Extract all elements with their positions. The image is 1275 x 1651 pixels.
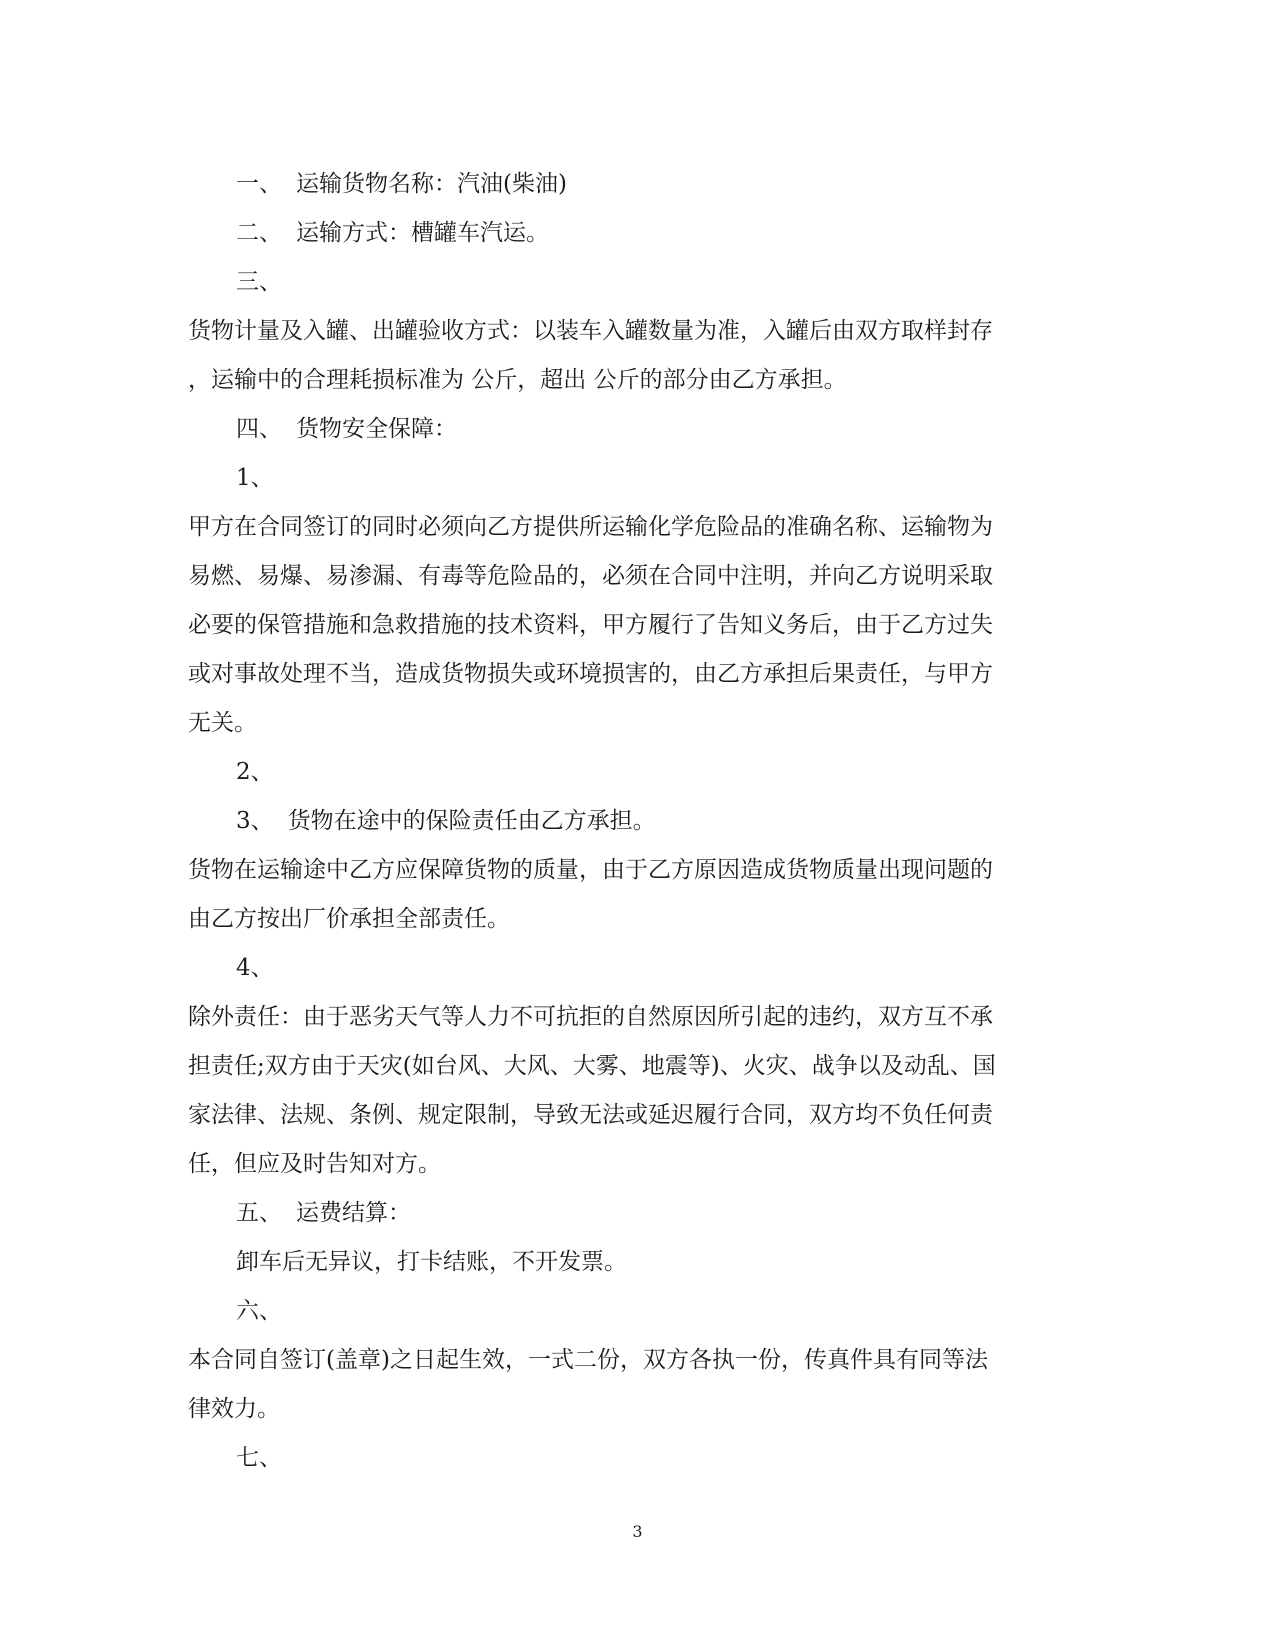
paragraph-line: 必要的保管措施和急救措施的技术资料，甲方履行了告知义务后，由于乙方过失 (188, 612, 993, 638)
sub-clause-1 (188, 454, 1088, 503)
clause-number: 七、 (236, 1445, 282, 1471)
paragraph-line: 由乙方按出厂价承担全部责任。 (188, 906, 510, 932)
clause-4 (188, 405, 1088, 454)
sub-clause-2 (188, 748, 1088, 797)
clause-6 (188, 1287, 1088, 1336)
paragraph-line: 货物在运输途中乙方应保障货物的质量，由于乙方原因造成货物质量出现问题的 (188, 857, 993, 883)
clause-number: 三、 (236, 269, 282, 295)
paragraph-line: 律效力。 (188, 1396, 280, 1422)
clause-text: 货物在途中的保险责任由乙方承担。 (287, 808, 656, 834)
clause-number: 3、 (236, 808, 274, 834)
clause-text: 运费结算： (296, 1200, 411, 1226)
paragraph-line: 甲方在合同签订的同时必须向乙方提供所运输化学危险品的准确名称、运输物为 (188, 514, 993, 540)
page-number: 3 (632, 1522, 643, 1541)
clause-number: 二、 (236, 220, 282, 246)
clause-number: 2、 (236, 759, 274, 785)
paragraph-line: 易燃、易爆、易渗漏、有毒等危险品的，必须在合同中注明，并向乙方说明采取 (188, 563, 993, 589)
sub-clause-3 (188, 797, 1088, 846)
paragraph-line: ，运输中的合理耗损标准为 公斤，超出 公斤的部分由乙方承担。 (188, 367, 847, 393)
clause-3 (188, 258, 1088, 307)
clause-number: 六、 (236, 1298, 282, 1324)
clause-text: 运输方式：槽罐车汽运。 (296, 220, 549, 246)
paragraph-line: 卸车后无异议，打卡结账，不开发票。 (236, 1249, 627, 1275)
paragraph-line: 本合同自签订(盖章)之日起生效，一式二份，双方各执一份，传真件具有同等法 (188, 1347, 988, 1373)
clause-number: 四、 (236, 416, 282, 442)
document-body (188, 160, 1088, 1483)
paragraph-line: 任，但应及时告知对方。 (188, 1151, 441, 1177)
clause-number: 1、 (236, 465, 274, 491)
paragraph-line: 货物计量及入罐、出罐验收方式：以装车入罐数量为准，入罐后由双方取样封存 (188, 318, 993, 344)
paragraph-line: 担责任;双方由于天灾(如台风、大风、大雾、地震等)、火灾、战争以及动乱、国 (188, 1053, 996, 1079)
paragraph-line: 无关。 (188, 710, 257, 736)
paragraph-line: 或对事故处理不当，造成货物损失或环境损害的，由乙方承担后果责任，与甲方 (188, 661, 993, 687)
clause-2 (188, 209, 1088, 258)
clause-text: 运输货物名称：汽油(柴油) (296, 171, 567, 197)
sub-clause-4 (188, 944, 1088, 993)
paragraph-line: 家法律、法规、条例、规定限制，导致无法或延迟履行合同，双方均不负任何责 (188, 1102, 993, 1128)
clause-5 (188, 1189, 1088, 1238)
clause-number: 一、 (236, 171, 282, 197)
clause-text: 货物安全保障： (296, 416, 457, 442)
clause-number: 4、 (236, 955, 274, 981)
clause-7 (188, 1434, 1088, 1483)
clause-number: 五、 (236, 1200, 282, 1226)
clause-1 (188, 160, 1088, 209)
paragraph-line: 除外责任：由于恶劣天气等人力不可抗拒的自然原因所引起的违约，双方互不承 (188, 1004, 993, 1030)
